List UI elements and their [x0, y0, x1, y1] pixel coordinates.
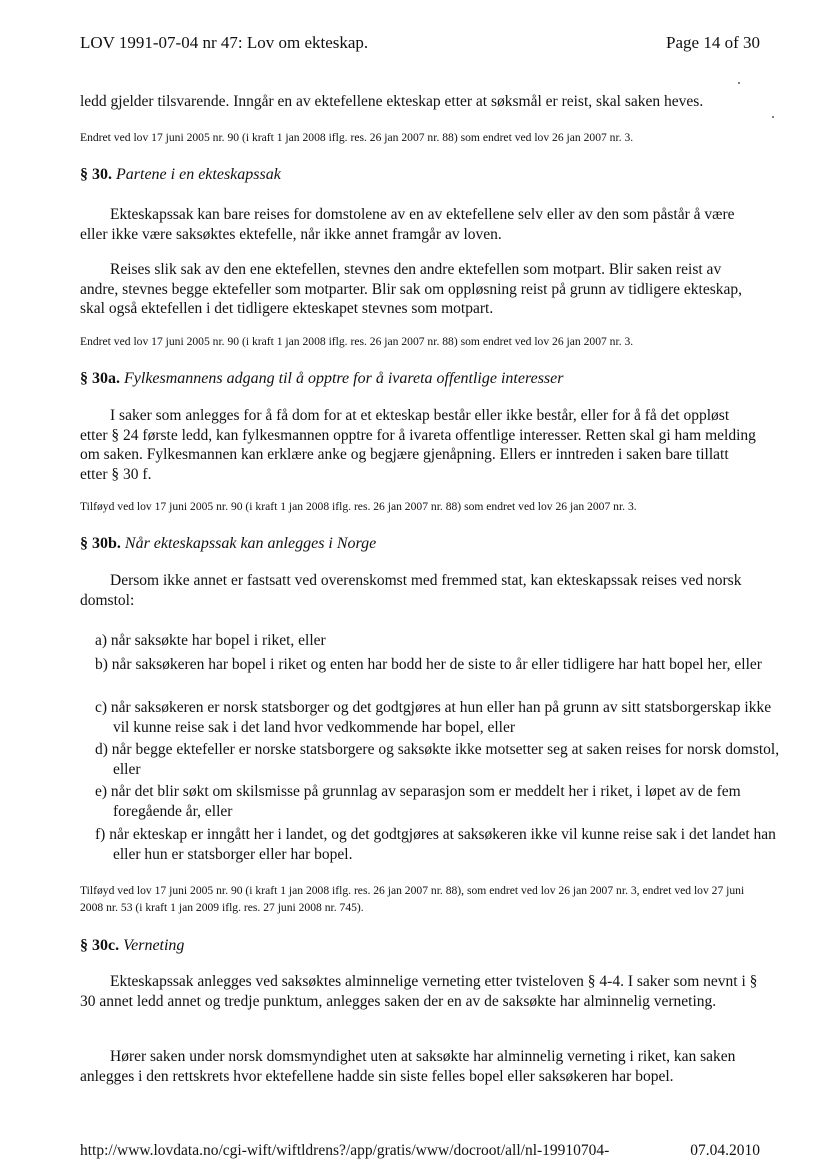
intro-paragraph: ledd gjelder tilsvarende. Inngår en av ektefellene ekteskap etter at søksmål er reist, skal saken heves. — [80, 93, 704, 110]
section-title: Verneting — [123, 937, 185, 954]
page-header-title: LOV 1991-07-04 nr 47: Lov om ekteskap. — [80, 33, 369, 52]
section-heading-30a — [80, 370, 563, 388]
section-title: Partene i en ekteskapssak — [116, 166, 281, 183]
list-item: a) når saksøkte har bopel i riket, eller — [95, 632, 326, 649]
section-title: Når ekteskapssak kan anlegges i Norge — [124, 535, 377, 552]
list-item: f) når ekteskap er inngått her i landet, og det godtgjøres at saksøkeren ikke vil kunne reise sak i det landet han eller hun er statsborger eller har bopel. — [95, 826, 776, 863]
section-number: § 30. — [80, 166, 112, 183]
list-item: c) når saksøkeren er norsk statsborger og det godtgjøres at hun eller han på grunn av sitt statsborgerskap ikke vil kunne reise sak i det land hvor vedkommende har bopel, eller — [95, 699, 772, 736]
section-title: Fylkesmannens adgang til å opptre for å ivareta offentlige interesser — [124, 370, 564, 387]
section-paragraph: Ekteskapssak anlegges ved saksøktes alminnelige verneting etter tvisteloven § 4-4. I saker som nevnt i § 30 annet ledd annet og tredje punktum, anlegges saken der en av de saksøkte har alminnelig verneting. — [80, 973, 758, 1010]
list-item: b) når saksøkeren har bopel i riket og enten har bodd her de siste to år eller tidligere har hatt bopel her, eller — [95, 656, 762, 673]
page-number: Page 14 of 30 — [666, 33, 760, 52]
section-number: § 30c. — [80, 937, 120, 954]
footer-date: 07.04.2010 — [690, 1142, 760, 1159]
section-paragraph: I saker som anlegges for å få dom for at et ekteskap består eller ikke består, eller for å få det oppløst etter § 24 første ledd, kan fylkesmannen opptre for å ivareta offentlige interesser. Retten skal gi ham melding om saken. Fylkesmannen kan erklære anke og begjære gjenåpning. Ellers er inntreden i saken bare tillatt etter § 30 f. — [80, 407, 756, 483]
section-paragraph: Ekteskapssak kan bare reises for domstolene av en av ektefellene selv eller av den som påstår å være eller ikke være saksøktes ektefelle, når ikke annet framgår av loven. — [80, 206, 735, 243]
page-footer — [80, 1142, 770, 1169]
amendment-note: Endret ved lov 17 juni 2005 nr. 90 (i kraft 1 jan 2008 iflg. res. 26 jan 2007 nr. 88) som endret ved lov 26 jan 2007 nr. 3. — [80, 131, 634, 144]
scan-speck — [738, 82, 740, 84]
section-paragraph: Hører saken under norsk domsmyndighet uten at saksøkte har alminnelig verneting i riket, kan saken anlegges i den rettskrets hvor ektefellene hadde sin siste felles bopel eller saksøkeren har bopel. — [80, 1048, 736, 1085]
section-number: § 30a. — [80, 370, 120, 387]
footer-url: http://www.lovdata.no/cgi-wift/wiftldrens?/app/gratis/www/docroot/all/nl-19910704- — [80, 1142, 610, 1159]
section-paragraph: Dersom ikke annet er fastsatt ved overenskomst med fremmed stat, kan ekteskapssak reises ved norsk domstol: — [80, 572, 742, 609]
scan-speck — [772, 116, 774, 118]
section-heading-30c — [80, 937, 184, 955]
amendment-note: Endret ved lov 17 juni 2005 nr. 90 (i kraft 1 jan 2008 iflg. res. 26 jan 2007 nr. 88) som endret ved lov 26 jan 2007 nr. 3. — [80, 335, 634, 348]
list-item: e) når det blir søkt om skilsmisse på grunnlag av separasjon som er meddelt her i riket, i løpet av de fem foregående år, eller — [95, 783, 741, 820]
amendment-note: Tilføyd ved lov 17 juni 2005 nr. 90 (i kraft 1 jan 2008 iflg. res. 26 jan 2007 nr. 88), som endret ved lov 26 jan 2007 nr. 3, endret ved lov 27 juni 2008 nr. 53 (i kraft 1 jan 2009 iflg. res. 27 juni 2008 nr. 745). — [80, 884, 745, 914]
section-paragraph: Reises slik sak av den ene ektefellen, stevnes den andre ektefellen som motpart. Blir saken reist av andre, stevnes begge ektefeller som motparter. Blir sak om oppløsning reist på grunn av tidligere ekteskap, skal også ektefellen i det tidligere ekteskapet stevnes som motpart. — [80, 261, 743, 317]
section-heading-30b — [80, 535, 376, 553]
section-heading-30 — [80, 166, 281, 184]
section-number: § 30b. — [80, 535, 121, 552]
list-item: d) når begge ektefeller er norske statsborgere og saksøkte ikke motsetter seg at saken reises for norsk domstol, eller — [95, 741, 780, 778]
amendment-note: Tilføyd ved lov 17 juni 2005 nr. 90 (i kraft 1 jan 2008 iflg. res. 26 jan 2007 nr. 88) som endret ved lov 26 jan 2007 nr. 3. — [80, 500, 637, 513]
